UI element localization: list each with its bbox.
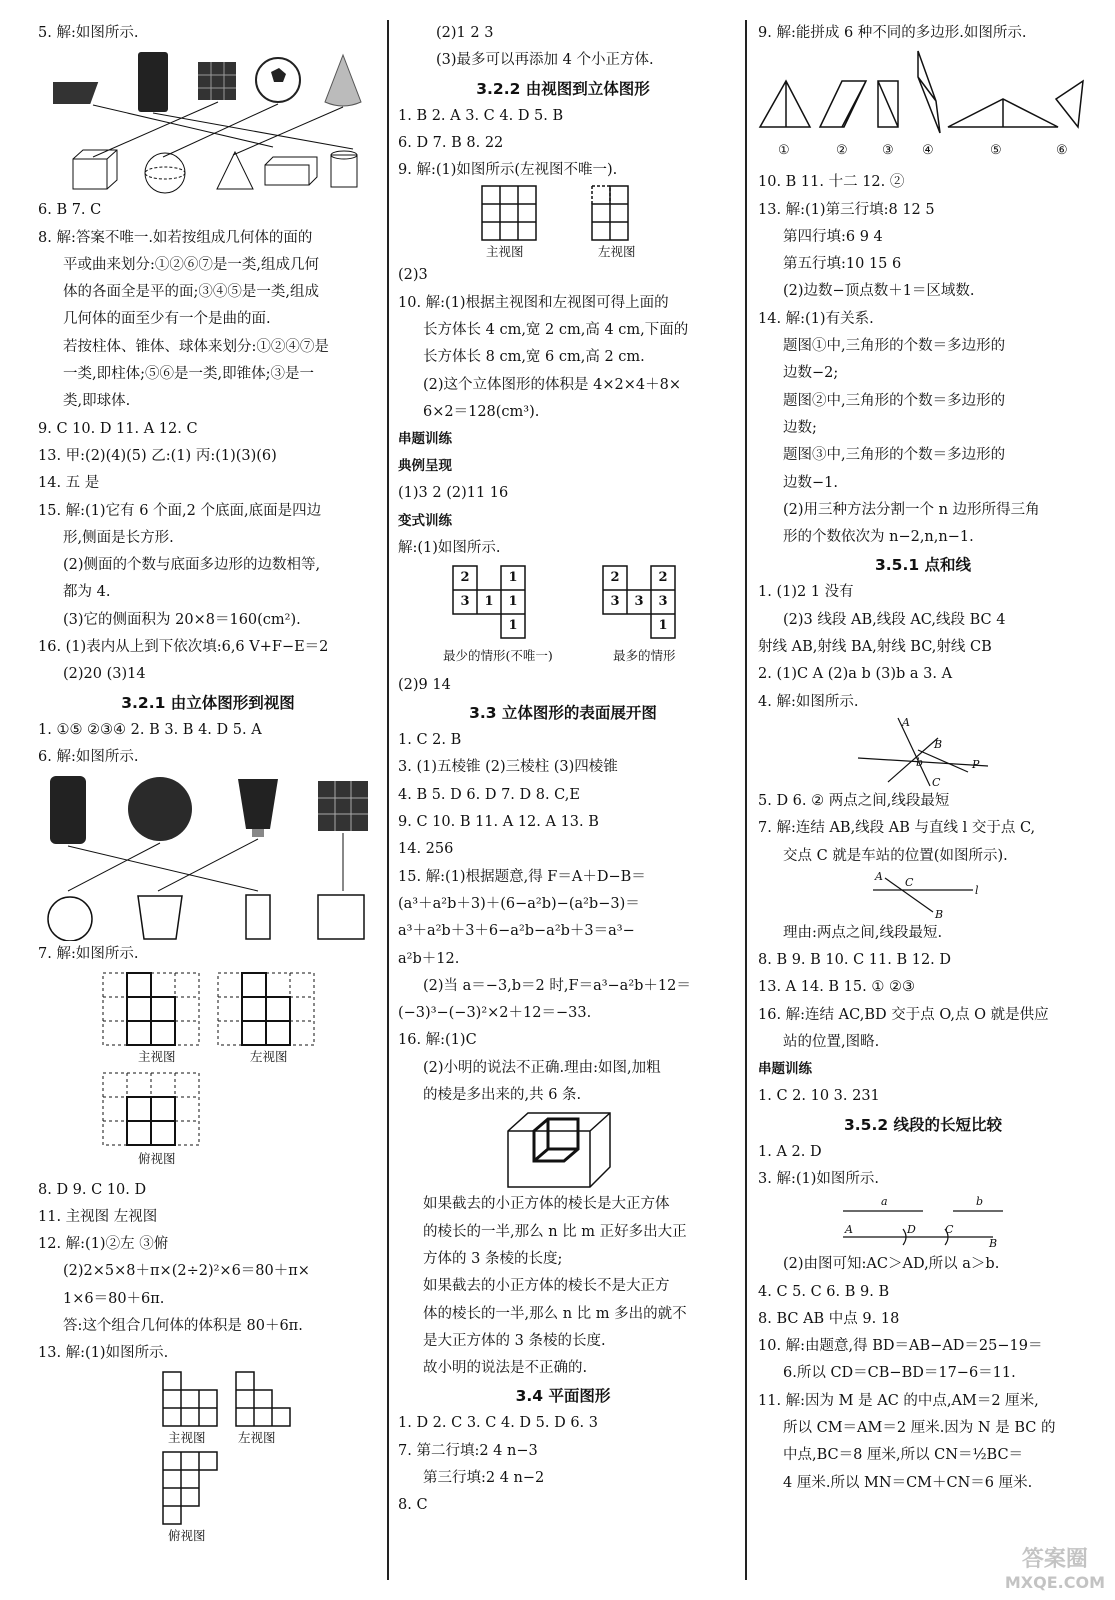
- watermark-logo: [1005, 1542, 1105, 1592]
- caption-top-view: 俯视图: [138, 1150, 176, 1166]
- answer-line: 9. 解:(1)如图所示(左视图不唯一).: [398, 162, 618, 179]
- answer-line: 8. C: [398, 1497, 428, 1514]
- answer-line: 如果截去的小正方体的棱长不是大正方: [423, 1278, 670, 1295]
- three-views-figure: [38, 969, 378, 1177]
- answer-line: 交点 C 就是车站的位置(如图所示).: [783, 847, 1008, 864]
- view-matching-figure: [38, 771, 378, 941]
- answer-line: (2)用三种方法分割一个 n 边形所得三角: [783, 501, 1040, 518]
- answer-line: 故小明的说法是不正确的.: [423, 1360, 588, 1377]
- grid-cell: 1: [658, 617, 668, 633]
- answer-line: 边数−2;: [783, 365, 839, 382]
- grid-cell: 2: [610, 569, 620, 585]
- caption-most: 最多的情形: [613, 647, 676, 663]
- svg-text:b: b: [976, 1195, 984, 1209]
- answer-line: 10. 解:由题意,得 BD＝AB−AD＝25−19＝: [758, 1338, 1043, 1355]
- answer-line: (1)3 2 (2)11 16: [398, 485, 509, 502]
- answer-line: 11. 解:因为 M 是 AC 的中点,AM＝2 厘米,: [758, 1392, 1039, 1409]
- answer-line: 第四行填:6 9 4: [783, 228, 883, 245]
- answer-line: 所以 CM＝AM＝2 厘米.因为 N 是 BC 的: [783, 1419, 1056, 1436]
- grid-cell: 1: [508, 617, 518, 633]
- answer-line: 1. A 2. D: [758, 1143, 822, 1160]
- answer-line: (3)最多可以再添加 4 个小正方体.: [436, 52, 654, 69]
- answer-line: 8. D 9. C 10. D: [38, 1181, 147, 1198]
- answer-line: 类,即球体.: [63, 393, 131, 410]
- caption-left-view: 左视图: [250, 1048, 288, 1064]
- answer-line: 长方体长 8 cm,宽 6 cm,高 2 cm.: [423, 349, 645, 366]
- answer-line: (2)由图可知:AC＞AD,所以 a＞b.: [783, 1256, 1000, 1273]
- cut-cube-figure: [498, 1109, 628, 1191]
- grid-cell: 1: [508, 569, 518, 585]
- answer-line: 第五行填:10 15 6: [783, 256, 902, 273]
- cube-count-grids: [398, 562, 728, 652]
- answer-line: 题图①中,三角形的个数＝多边形的: [783, 338, 1006, 355]
- answer-line: (2)当 a＝−3,b＝2 时,F＝a³−a²b＋12＝: [423, 977, 691, 994]
- answer-line: 1. (1)2 1 没有: [758, 584, 854, 601]
- polygon-label: ②: [836, 143, 848, 159]
- answer-line: 14. 256: [398, 841, 454, 858]
- answer-line: 6. D 7. B 8. 22: [398, 134, 504, 151]
- answer-line: 8. 解:答案不唯一.如若按组成几何体的面的: [38, 229, 313, 246]
- answer-line: 15. 解:(1)它有 6 个面,2 个底面,底面是四边: [38, 502, 322, 519]
- answer-line: 9. 解:能拼成 6 种不同的多边形.如图所示.: [758, 25, 1027, 41]
- answer-line: 平或曲来划分:①②⑥⑦是一类,组成几何: [63, 256, 319, 273]
- answer-line: (3)它的侧面积为 20×8＝160(cm²).: [63, 611, 301, 628]
- answer-line: 答:这个组合几何体的体积是 80＋6π.: [63, 1318, 303, 1335]
- answer-line: 边数−1.: [783, 474, 838, 491]
- segments-figure: [833, 1193, 1013, 1251]
- caption-main-view: 主视图: [168, 1429, 206, 1445]
- q9-views-figure: [398, 184, 728, 262]
- answer-line: 一类,即柱体;⑤⑥是一类,即锥体;③是一: [63, 366, 314, 383]
- answer-line: a³＋a²b＋3＋6−a²b−a²b＋3＝a³−: [398, 923, 635, 940]
- answer-line: 4 厘米.所以 MN＝CM＋CN＝6 厘米.: [783, 1474, 1033, 1491]
- answer-line: 6×2＝128(cm³).: [423, 403, 540, 420]
- grid-cell: 3: [610, 593, 620, 609]
- section-heading: 3.3 立体图形的表面展开图: [469, 704, 657, 723]
- svg-text:b: b: [916, 755, 924, 769]
- q13-views-figure: [38, 1368, 378, 1548]
- answer-line: 16. 解:(1)C: [398, 1032, 477, 1049]
- answer-line: 13. 解:(1)如图所示.: [38, 1345, 169, 1362]
- answer-line: 1. D 2. C 3. C 4. D 5. D 6. 3: [398, 1415, 598, 1432]
- section-heading: 3.2.2 由视图到立体图形: [476, 79, 650, 98]
- grid-cell: 3: [634, 593, 644, 609]
- answer-line: (2)侧面的个数与底面多边形的边数相等,: [63, 557, 321, 574]
- answer-line: 解:(1)如图所示.: [398, 539, 501, 556]
- answer-line: 3. (1)五棱锥 (2)三棱柱 (3)四棱锥: [398, 759, 618, 776]
- svg-text:P: P: [972, 757, 980, 771]
- answer-line: 第三行填:2 4 n−2: [423, 1469, 545, 1486]
- station-figure: [863, 870, 983, 920]
- answer-line: 4. B 5. D 6. D 7. D 8. C,E: [398, 786, 580, 803]
- subsection-label: 串题训练: [398, 431, 452, 448]
- watermark-line2: MXQE.COM: [1004, 1573, 1105, 1592]
- column-divider-1: [387, 20, 389, 1580]
- answer-line: 8. BC AB 中点 9. 18: [758, 1310, 900, 1327]
- answer-line: 15. 解:(1)根据题意,得 F＝A＋D−B＝: [398, 868, 646, 885]
- polygon-label: ⑤: [990, 143, 1002, 159]
- svg-text:C: C: [905, 875, 914, 889]
- column-1: [38, 20, 378, 1548]
- grid-cell: 2: [658, 569, 668, 585]
- answer-line: 1. ①⑤ ②③④ 2. B 3. B 4. D 5. A: [38, 721, 262, 738]
- answer-line: 7. 解:连结 AB,线段 AB 与直线 l 交于点 C,: [758, 820, 1036, 837]
- subsection-label: 串题训练: [758, 1061, 812, 1078]
- caption-least: 最少的情形(不唯一): [443, 647, 553, 663]
- answer-line: (a³＋a²b＋3)＋(6−a²b)−(a²b−3)＝: [398, 895, 640, 912]
- svg-text:B: B: [934, 737, 943, 751]
- answer-line: 若按柱体、锥体、球体来划分:①②④⑦是: [63, 338, 329, 355]
- polygon-label: ③: [882, 143, 894, 159]
- answer-line: 4. 解:如图所示.: [758, 693, 859, 710]
- answer-line: 5. 解:如图所示.: [38, 25, 139, 41]
- column-divider-2: [745, 20, 747, 1580]
- svg-text:l: l: [975, 883, 979, 897]
- answer-line: 边数;: [783, 419, 817, 436]
- answer-line: (2)1 2 3: [436, 25, 494, 41]
- answer-line: 10. B 11. 十二 12. ②: [758, 174, 905, 191]
- answer-line: (2)20 (3)14: [63, 666, 146, 683]
- answer-line: 6. B 7. C: [38, 202, 102, 219]
- caption-main-view: 主视图: [486, 244, 524, 260]
- svg-text:A: A: [902, 715, 910, 729]
- svg-text:C: C: [932, 775, 941, 788]
- answer-line: (2)2×5×8＋π×(2÷2)²×6＝80＋π×: [63, 1263, 310, 1280]
- answer-line: 都为 4.: [63, 584, 111, 601]
- answer-line: 5. D 6. ② 两点之间,线段最短: [758, 792, 950, 809]
- answer-line: 体的棱长的一半,那么 n 比 m 多出的就不: [423, 1305, 687, 1322]
- answer-line: 7. 第二行填:2 4 n−3: [398, 1442, 538, 1459]
- section-heading: 3.2.1 由立体图形到视图: [121, 693, 295, 712]
- svg-text:A: A: [845, 1223, 853, 1237]
- caption-left-view: 左视图: [238, 1429, 276, 1445]
- q9-views: [480, 184, 650, 242]
- answer-line: 2. (1)C A (2)a b (3)b a 3. A: [758, 666, 953, 683]
- answer-line: 4. C 5. C 6. B 9. B: [758, 1283, 890, 1300]
- answer-line: (2)3: [398, 267, 428, 284]
- svg-text:D: D: [907, 1223, 916, 1237]
- svg-text:A: A: [875, 869, 883, 883]
- grid-cell: 3: [658, 593, 668, 609]
- answer-line: (−3)³−(−3)²×2＋12＝−33.: [398, 1005, 592, 1022]
- answer-line: 题图②中,三角形的个数＝多边形的: [783, 392, 1006, 409]
- polygon-figure: [758, 47, 1088, 169]
- svg-text:C: C: [945, 1223, 954, 1237]
- answer-line: 16. (1)表内从上到下依次填:6,6 V+F−E＝2: [38, 639, 329, 656]
- section-heading: 3.5.2 线段的长短比较: [843, 1115, 1003, 1134]
- svg-text:B: B: [989, 1237, 998, 1251]
- answer-line: 9. C 10. D 11. A 12. C: [38, 420, 198, 437]
- answer-line: 8. B 9. B 10. C 11. B 12. D: [758, 952, 952, 969]
- answer-line: (2)这个立体图形的体积是 4×2×4＋8×: [423, 376, 681, 393]
- answer-line: 13. 甲:(2)(4)(5) 乙:(1) 丙:(1)(3)(6): [38, 447, 277, 464]
- answer-line: 11. 主视图 左视图: [38, 1208, 158, 1225]
- answer-line: 射线 AB,射线 BA,射线 BC,射线 CB: [758, 639, 992, 656]
- answer-line: (2)3 线段 AB,线段 AC,线段 BC 4: [783, 611, 1006, 628]
- answer-line: 10. 解:(1)根据主视图和左视图可得上面的: [398, 294, 669, 311]
- watermark-line1: 答案圈: [1021, 1547, 1088, 1572]
- caption-left-view: 左视图: [598, 244, 636, 260]
- answer-line: a²b＋12.: [398, 950, 460, 967]
- caption-main-view: 主视图: [138, 1048, 176, 1064]
- answer-line: 13. 解:(1)第三行填:8 12 5: [758, 201, 935, 218]
- column-3: [758, 20, 1088, 1497]
- answer-line: 理由:两点之间,线段最短.: [783, 924, 943, 941]
- answer-line: 1. C 2. B: [398, 732, 462, 749]
- answer-line: 14. 五 是: [38, 475, 100, 492]
- polygons: [758, 47, 1088, 147]
- subsection-label: 典例呈现: [398, 458, 452, 475]
- answer-line: 如果截去的小正方体的棱长是大正方体: [423, 1196, 670, 1213]
- answer-line: 几何体的面至少有一个是曲的面.: [63, 311, 271, 328]
- three-views-grid: [98, 969, 348, 1177]
- svg-text:a: a: [881, 1195, 888, 1209]
- lines-figure: [848, 716, 998, 788]
- answer-line: 中点,BC＝8 厘米,所以 CN＝½BC＝: [783, 1447, 1024, 1464]
- answer-line: 1. B 2. A 3. C 4. D 5. B: [398, 107, 564, 124]
- grid-cell: 2: [460, 569, 470, 585]
- answer-line: 形,侧面是长方形.: [63, 529, 174, 546]
- subsection-label: 变式训练: [398, 512, 452, 529]
- q13-views: [158, 1368, 328, 1548]
- grid-cell: 1: [484, 593, 494, 609]
- answer-line: 题图③中,三角形的个数＝多边形的: [783, 447, 1006, 464]
- cube-count-figure: [398, 562, 728, 672]
- answer-line: 长方体长 4 cm,宽 2 cm,高 4 cm,下面的: [423, 322, 689, 339]
- answer-line: 方体的 3 条棱的长度;: [423, 1250, 563, 1267]
- answer-line: 6. 解:如图所示.: [38, 748, 139, 765]
- answer-line: 12. 解:(1)②左 ③俯: [38, 1236, 169, 1253]
- answer-line: (2)小明的说法不正确.理由:如图,加粗: [423, 1059, 661, 1076]
- column-2: [398, 20, 728, 1520]
- answer-line: 7. 解:如图所示.: [38, 946, 139, 963]
- answer-line: 1×6＝80＋6π.: [63, 1290, 165, 1307]
- section-heading: 3.5.1 点和线: [874, 556, 972, 575]
- polygon-label: ①: [778, 143, 790, 159]
- solid-matching-figure: [53, 47, 363, 197]
- answer-line: 9. C 10. B 11. A 12. A 13. B: [398, 814, 599, 831]
- grid-cell: 1: [508, 593, 518, 609]
- grid-cell: 3: [460, 593, 470, 609]
- polygon-label: ④: [922, 143, 934, 159]
- answer-line: 是大正方体的 3 条棱的长度.: [423, 1332, 606, 1349]
- answer-line: 站的位置,图略.: [783, 1034, 880, 1051]
- answer-line: 体的各面全是平的面;③④⑤是一类,组成: [63, 284, 319, 301]
- svg-text:B: B: [935, 907, 944, 920]
- answer-line: 形的个数依次为 n−2,n,n−1.: [783, 529, 974, 546]
- answer-line: 14. 解:(1)有关系.: [758, 310, 874, 327]
- answer-line: 1. C 2. 10 3. 231: [758, 1088, 880, 1105]
- answer-line: 6.所以 CD＝CB−BD＝17−6＝11.: [783, 1365, 1016, 1382]
- polygon-label: ⑥: [1056, 143, 1068, 159]
- section-heading: 3.4 平面图形: [515, 1387, 611, 1406]
- answer-line: (2)9 14: [398, 676, 451, 693]
- answer-line: 16. 解:连结 AC,BD 交于点 O,点 O 就是供应: [758, 1006, 1049, 1023]
- answer-line: 的棱是多出来的,共 6 条.: [423, 1087, 582, 1104]
- answer-line: (2)边数−顶点数＋1＝区域数.: [783, 283, 975, 300]
- answer-line: 3. 解:(1)如图所示.: [758, 1170, 879, 1187]
- answer-line: 13. A 14. B 15. ① ②③: [758, 979, 915, 996]
- caption-top-view: 俯视图: [168, 1527, 206, 1543]
- answer-line: 的棱长的一半,那么 n 比 m 正好多出大正: [423, 1223, 687, 1240]
